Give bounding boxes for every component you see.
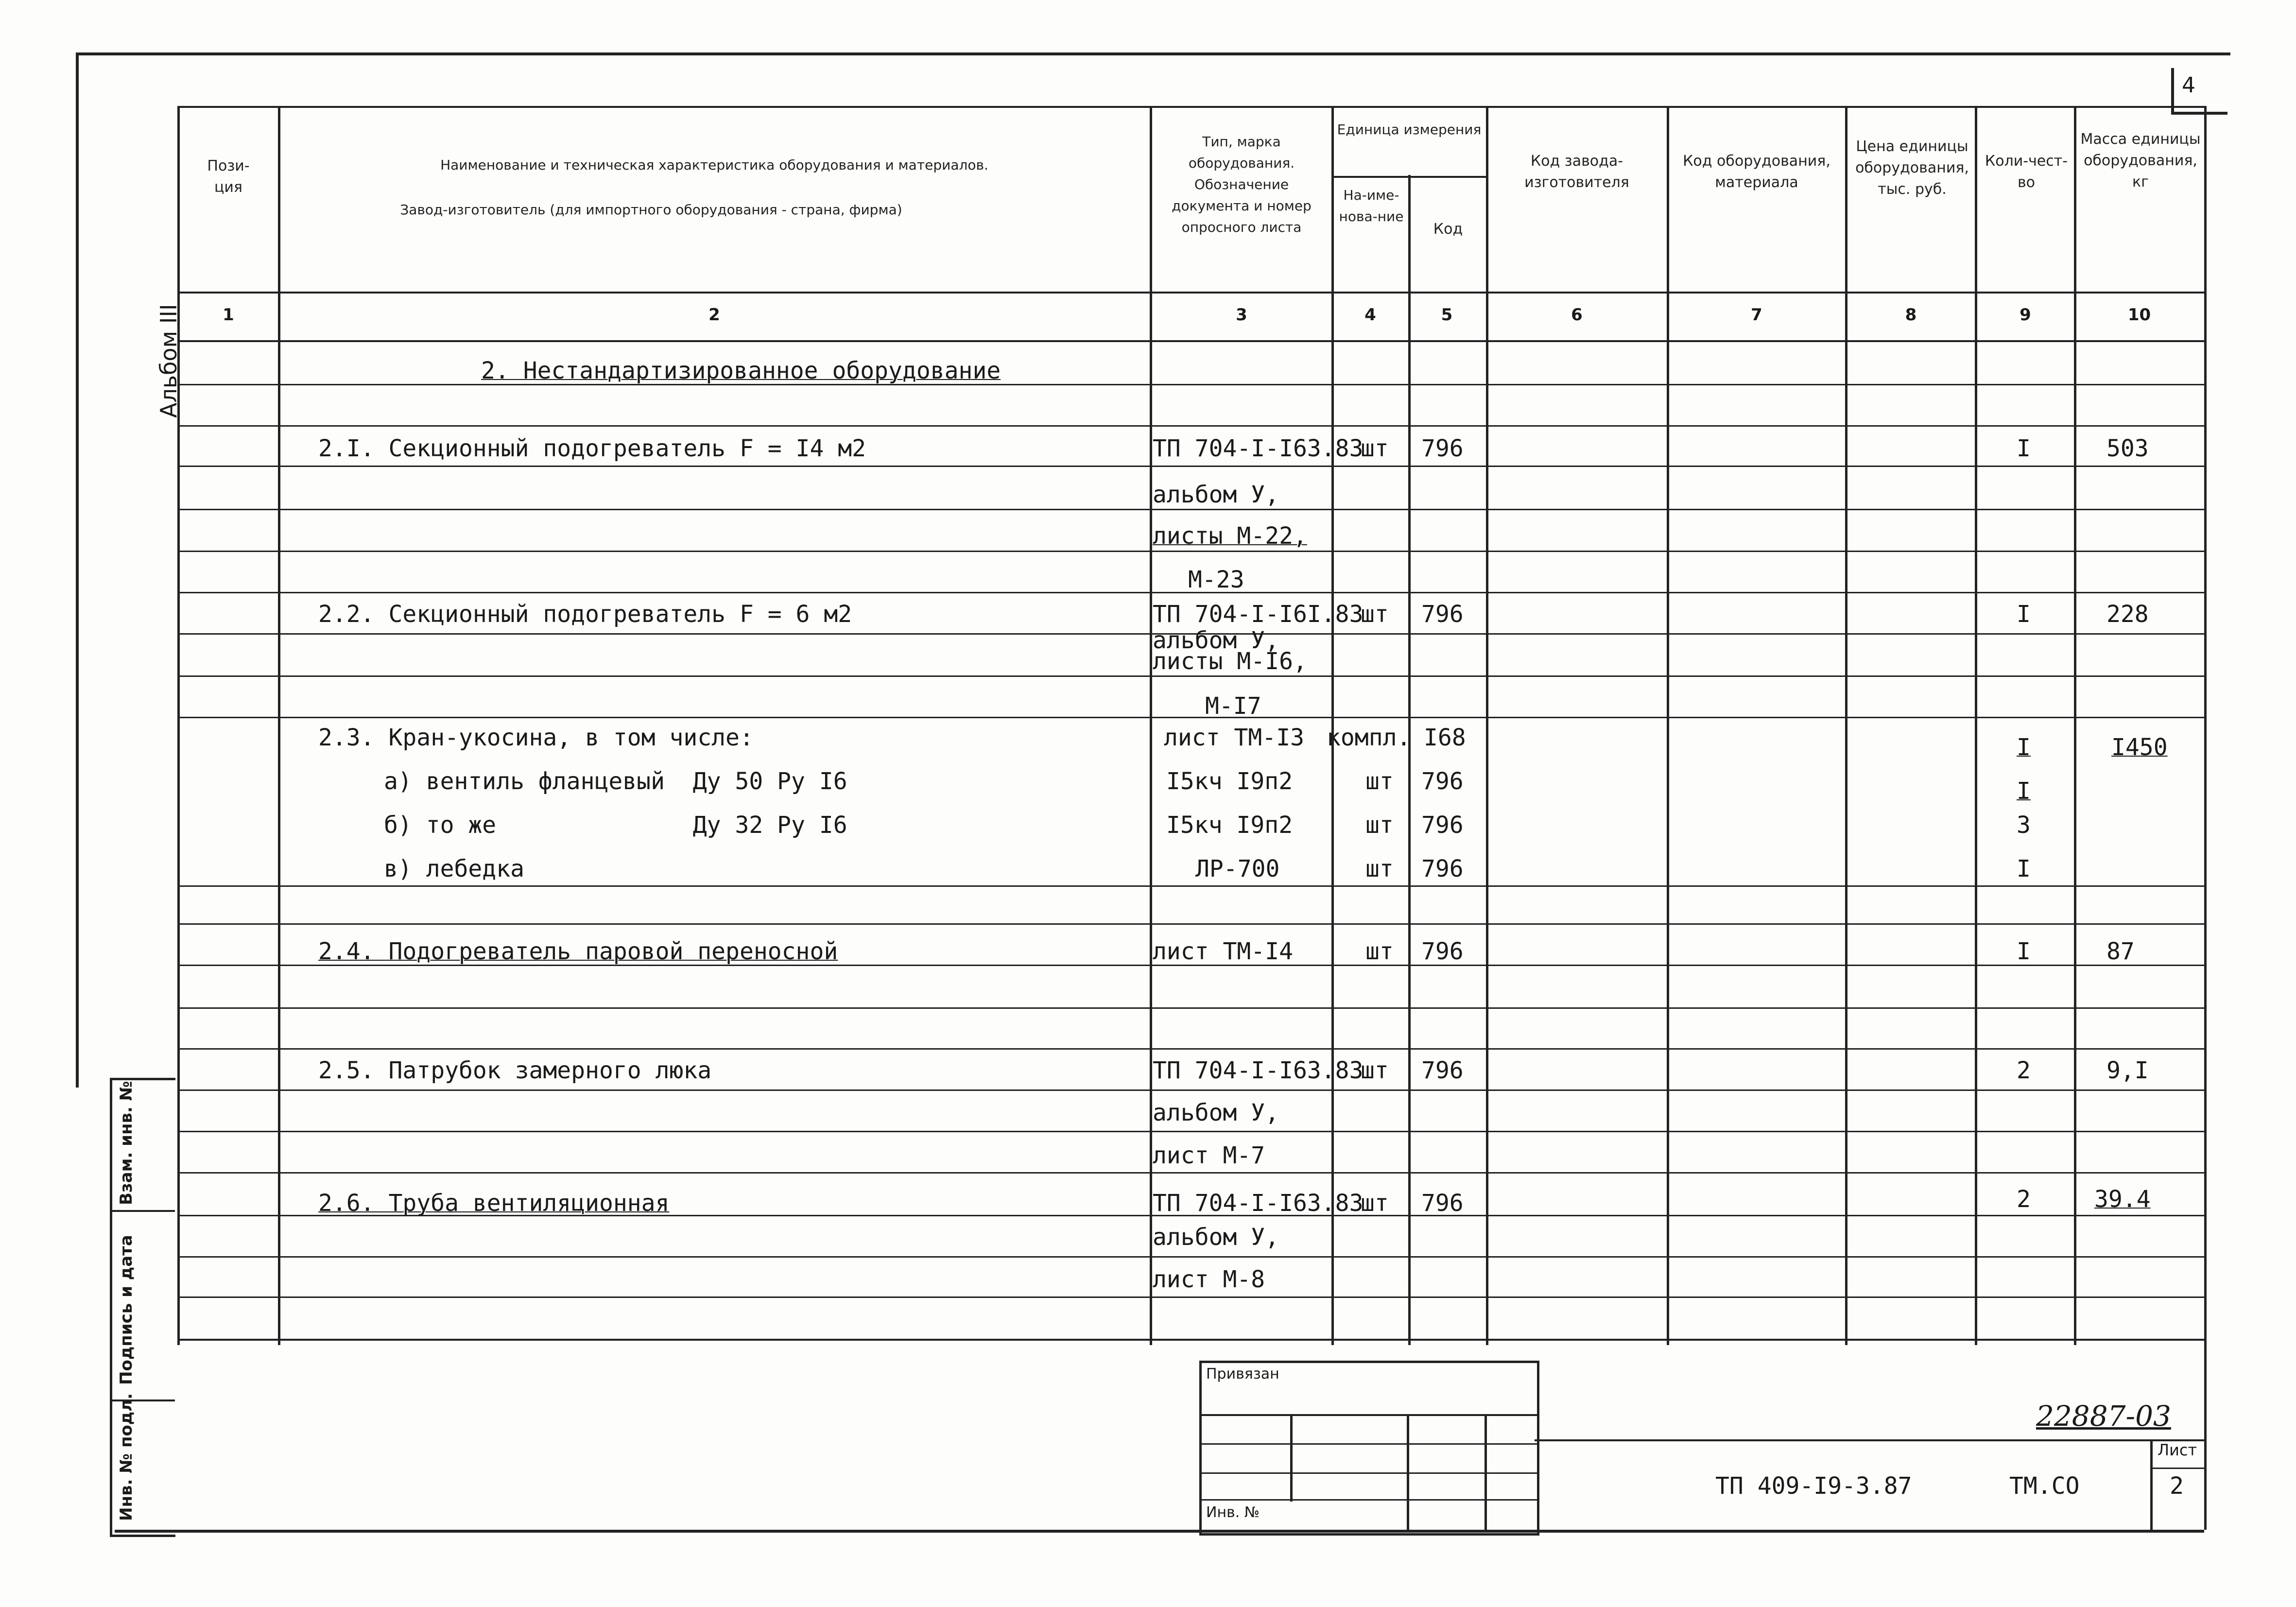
doc-number: ТП 409-I9-3.87 <box>1715 1472 1912 1500</box>
row-type: лист М-8 <box>1153 1266 1265 1293</box>
row-name: 2.I. Секционный подогреватель F = I4 м2 <box>318 435 866 462</box>
album-label: Альбом III <box>155 304 182 418</box>
row-line <box>177 1007 2206 1009</box>
row-type: ТП 704-I-I63.83 <box>1153 1190 1364 1217</box>
row-line <box>177 1256 2206 1258</box>
row-line <box>177 551 2206 552</box>
row-mass: 503 <box>2106 435 2149 462</box>
header-mass: Масса единицы оборудования, кг <box>2080 131 2201 190</box>
row-line <box>177 1048 2206 1050</box>
row-code: 796 <box>1421 1190 1464 1217</box>
frame-left-border <box>76 52 79 1088</box>
row-type: ЛР-700 <box>1195 855 1280 882</box>
row-type: альбом У, <box>1153 1224 1279 1251</box>
header-type: Тип, марка оборудования. Обозначение документа и номер опросного листа <box>1172 134 1312 235</box>
header-name-line2: Завод-изготовитель (для импортного оборудования - страна, фирма) <box>400 202 902 218</box>
header-bottom-line <box>177 292 2206 294</box>
row-unit: шт <box>1365 768 1394 795</box>
row-qty: I <box>2017 435 2031 462</box>
row-name: 2.6. Труба вентиляционная <box>318 1190 670 1217</box>
row-mass: I450 <box>2111 734 2168 761</box>
row-name: 2.2. Секционный подогреватель F = 6 м2 <box>318 601 852 628</box>
row-type: ТП 704-I-I6I.83 <box>1153 601 1364 628</box>
numbers-bottom-line <box>177 340 2206 342</box>
row-name: 2.3. Кран-укосина, в том числе: <box>318 724 754 751</box>
row-qty: I <box>2017 734 2031 761</box>
side-stamp-vzam: Взам. инв. № <box>117 1081 136 1205</box>
row-type: альбом У, <box>1153 1099 1279 1126</box>
row-unit: шт <box>1361 601 1389 628</box>
row-qty: I <box>2017 601 2031 628</box>
column-number: 4 <box>1364 305 1376 325</box>
row-qty: I <box>2017 778 2031 805</box>
row-type: лист ТМ-I4 <box>1153 938 1293 965</box>
column-number: 2 <box>708 305 720 325</box>
row-line <box>177 885 2206 887</box>
column-number: 10 <box>2127 305 2151 325</box>
row-name: а) вентиль фланцевый Ду 50 Ру I6 <box>384 768 847 795</box>
column-number: 5 <box>1441 305 1453 325</box>
row-unit: шт <box>1365 812 1394 839</box>
column-number: 9 <box>2020 305 2031 325</box>
row-line <box>177 923 2206 925</box>
title-sheet-line <box>2150 1468 2205 1469</box>
table-bottom-line <box>177 1339 2206 1341</box>
row-mass: 39.4 <box>2094 1186 2151 1213</box>
row-type: ТП 704-I-I63.83 <box>1153 1057 1364 1084</box>
row-name: в) лебедка <box>384 855 524 882</box>
row-mass: 228 <box>2106 601 2149 628</box>
row-unit: шт <box>1365 855 1394 882</box>
header-position: Пози- ция <box>207 157 250 196</box>
column-number: 8 <box>1905 305 1917 325</box>
row-unit: шт <box>1361 1057 1389 1084</box>
column-number: 7 <box>1751 305 1762 325</box>
sheet-corner-number: 4 <box>2182 73 2195 98</box>
row-type: лист ТМ-I3 <box>1164 724 1304 751</box>
table-top-line <box>177 106 2206 108</box>
row-unit: шт <box>1365 938 1394 965</box>
row-line <box>177 675 2206 677</box>
row-line <box>177 1089 2206 1091</box>
row-qty: I <box>2017 855 2031 882</box>
row-qty: I <box>2017 938 2031 965</box>
doc-mark: ТМ.СО <box>2009 1472 2080 1500</box>
privyazan-divider <box>1407 1414 1409 1531</box>
title-block-line <box>1535 1439 2205 1441</box>
privyazan-divider <box>1290 1414 1293 1502</box>
row-type: лист М-7 <box>1153 1142 1265 1169</box>
sheet-label: Лист <box>2158 1441 2197 1459</box>
row-mass: 87 <box>2106 938 2135 965</box>
row-qty: 2 <box>2017 1057 2031 1084</box>
col-divider-4 <box>1408 175 1411 1345</box>
privyazan-divider <box>1485 1414 1487 1531</box>
row-line <box>177 717 2206 718</box>
side-stamp-inv-podl: Инв. № подл. <box>117 1393 136 1521</box>
row-type: ТП 704-I-I63.83 <box>1153 435 1364 462</box>
row-mass: 9,I <box>2106 1057 2149 1084</box>
row-name: б) то же Ду 32 Ру I6 <box>384 812 847 839</box>
row-code: 796 <box>1421 768 1464 795</box>
header-price: Цена единицы оборудования, тыс. руб. <box>1855 138 1969 198</box>
row-line <box>177 1172 2206 1174</box>
row-type: М-I7 <box>1205 692 1261 720</box>
side-stamp-line <box>110 1210 175 1212</box>
row-line <box>177 1296 2206 1298</box>
table-right-border <box>2204 106 2207 1530</box>
side-stamp-podpis: Подпись и дата <box>117 1235 136 1385</box>
row-type: М-23 <box>1188 566 1244 593</box>
row-code: 796 <box>1421 1057 1464 1084</box>
header-unit-code: Код <box>1433 221 1463 238</box>
row-name: 2.4. Подогреватель паровой переносной <box>318 938 838 965</box>
row-type: листы М-22, <box>1153 522 1307 550</box>
section-title: 2. Нестандартизированное оборудование <box>481 357 1001 384</box>
row-qty: 2 <box>2017 1186 2031 1213</box>
header-quantity: Коли-чест-во <box>1985 153 2068 191</box>
column-number: 6 <box>1571 305 1583 325</box>
row-type: I5кч I9п2 <box>1166 812 1293 839</box>
header-factory-code: Код завода-изготовителя <box>1524 153 1629 191</box>
frame-bottom-border <box>115 1530 2204 1533</box>
row-code: 796 <box>1421 435 1464 462</box>
row-line <box>177 1131 2206 1132</box>
row-qty: 3 <box>2017 812 2031 839</box>
header-equipment-code: Код оборудования, материала <box>1683 153 1830 191</box>
row-code: 796 <box>1421 855 1464 882</box>
row-line <box>177 425 2206 427</box>
row-type: альбом У, <box>1153 627 1279 654</box>
row-line <box>177 509 2206 510</box>
inv-no-label: Инв. № <box>1206 1504 1260 1521</box>
row-code: I68 <box>1424 724 1466 751</box>
column-number: 1 <box>223 305 234 325</box>
title-sheet-divider <box>2150 1439 2153 1532</box>
header-unit-name: На-име-нова-ние <box>1339 187 1404 225</box>
row-unit: компл. <box>1327 724 1411 751</box>
sheet-value: 2 <box>2170 1472 2184 1500</box>
row-line <box>177 466 2206 467</box>
frame-top-border <box>78 52 2230 55</box>
row-code: 796 <box>1421 938 1464 965</box>
row-type: альбом У, <box>1153 481 1279 508</box>
unit-subheader-line <box>1331 176 1486 178</box>
row-unit: шт <box>1361 1190 1389 1217</box>
row-type: I5кч I9п2 <box>1166 768 1293 795</box>
row-code: 796 <box>1421 601 1464 628</box>
header-unit: Единица измерения <box>1337 121 1482 138</box>
row-name: 2.5. Патрубок замерного люка <box>318 1057 712 1084</box>
privyazan-label: Привязан <box>1206 1365 1279 1382</box>
column-number: 3 <box>1236 305 1247 325</box>
handwritten-number: 22887-03 <box>2036 1400 2171 1433</box>
row-type: листы М-I6, <box>1153 648 1307 675</box>
header-name: Наименование и техническая характеристика оборудования и материалов. <box>440 157 988 173</box>
row-code: 796 <box>1421 812 1464 839</box>
row-unit: шт <box>1361 435 1389 462</box>
